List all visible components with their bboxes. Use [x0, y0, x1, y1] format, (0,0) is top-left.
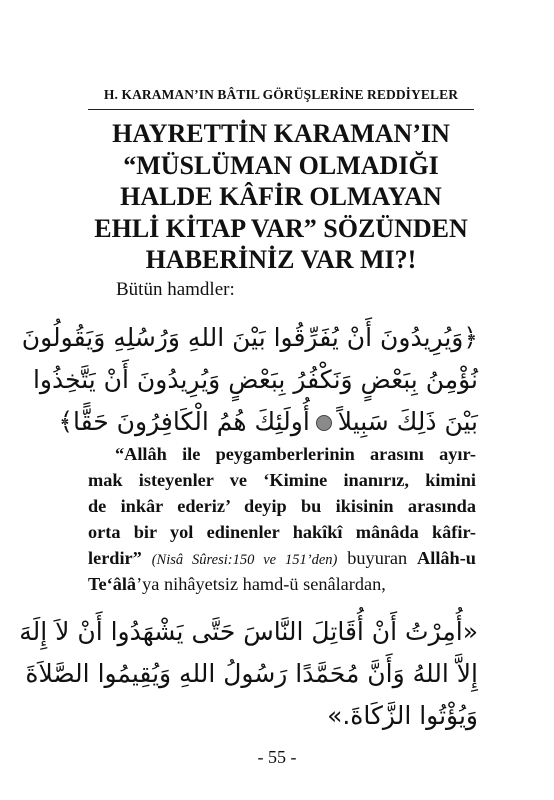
title-line: HAYRETTİN KARAMAN’IN — [112, 119, 450, 148]
source-citation: (Nisâ Sûresi:150 ve 151’den) — [151, 552, 338, 568]
arabic-segment: بَيْنَ ذَلِكَ سَبِيلاً — [337, 407, 478, 436]
arabic-line: ﴿وَيُرِيدُونَ أَنْ يُفَرِّقُوا بَيْنَ اللهِ وَرُسُلِهِ وَيَقُولُونَ — [21, 323, 478, 352]
arabic-line: نُؤْمِنُ بِبَعْضٍ وَنَكْفُرُ بِبَعْضٍ وَيُرِيدُونَ أَنْ يَتَّخِذُوا — [32, 365, 478, 394]
header-rule — [88, 109, 474, 110]
title-line: HABERİNİZ VAR MI?! — [145, 245, 417, 274]
hadith-arabic — [19, 611, 478, 737]
running-head: H. KARAMAN’IN BÂTIL GÖRÜŞLERİNE REDDİYELER — [103, 87, 459, 102]
arabic-line — [58, 401, 478, 443]
translation-line: mak isteyenler ve ‘Kimine inanırız, kimini — [88, 470, 476, 490]
translation-line: Te‘âlâ’ya nihâyetsiz hamd-ü senâlardan, — [88, 574, 386, 594]
quran-verse-arabic — [21, 317, 478, 443]
verse-translation — [88, 441, 476, 597]
arabic-line: إِلاَّ اللهُ وَأَنَّ مُحَمَّدًا رَسُولُ اللهِ وَيُقِيمُوا الصَّلاَةَ — [25, 659, 478, 688]
chapter-title — [88, 118, 474, 276]
arabic-segment: أُولَئِكَ هُمُ الْكَافِرُونَ حَقًّا﴾ — [58, 407, 310, 436]
translation-line: orta bir yol edinenler hakîkî mânâda kâfir- — [88, 522, 476, 542]
arabic-line: وَيُؤْتُوا الزَّكَاةَ.» — [327, 701, 478, 730]
translation-line: de inkâr ederiz’ deyip bu ikisinin arasında — [88, 496, 476, 516]
title-line: “MÜSLÜMAN OLMADIĞI — [123, 150, 439, 180]
page-number: - 55 - — [257, 747, 297, 767]
title-line: HALDE KÂFİR OLMAYAN — [120, 182, 442, 211]
arabic-line: «أُمِرْتُ أَنْ أُقَاتِلَ النَّاسَ حَتَّى يَشْهَدُوا أَنْ لاَ إِلَهَ — [19, 617, 478, 646]
translation-line: “Allâh ile peygamberlerinin arasını ayır- — [115, 444, 476, 464]
verse-end-marker-icon — [316, 415, 332, 431]
translation-line: lerdir” (Nisâ Sûresi:150 ve 151’den) buyuran Allâh-u — [88, 548, 476, 568]
greeting-text: Bütün hamdler: — [116, 279, 235, 300]
title-line: EHLİ KİTAP VAR” SÖZÜNDEN — [94, 213, 468, 243]
